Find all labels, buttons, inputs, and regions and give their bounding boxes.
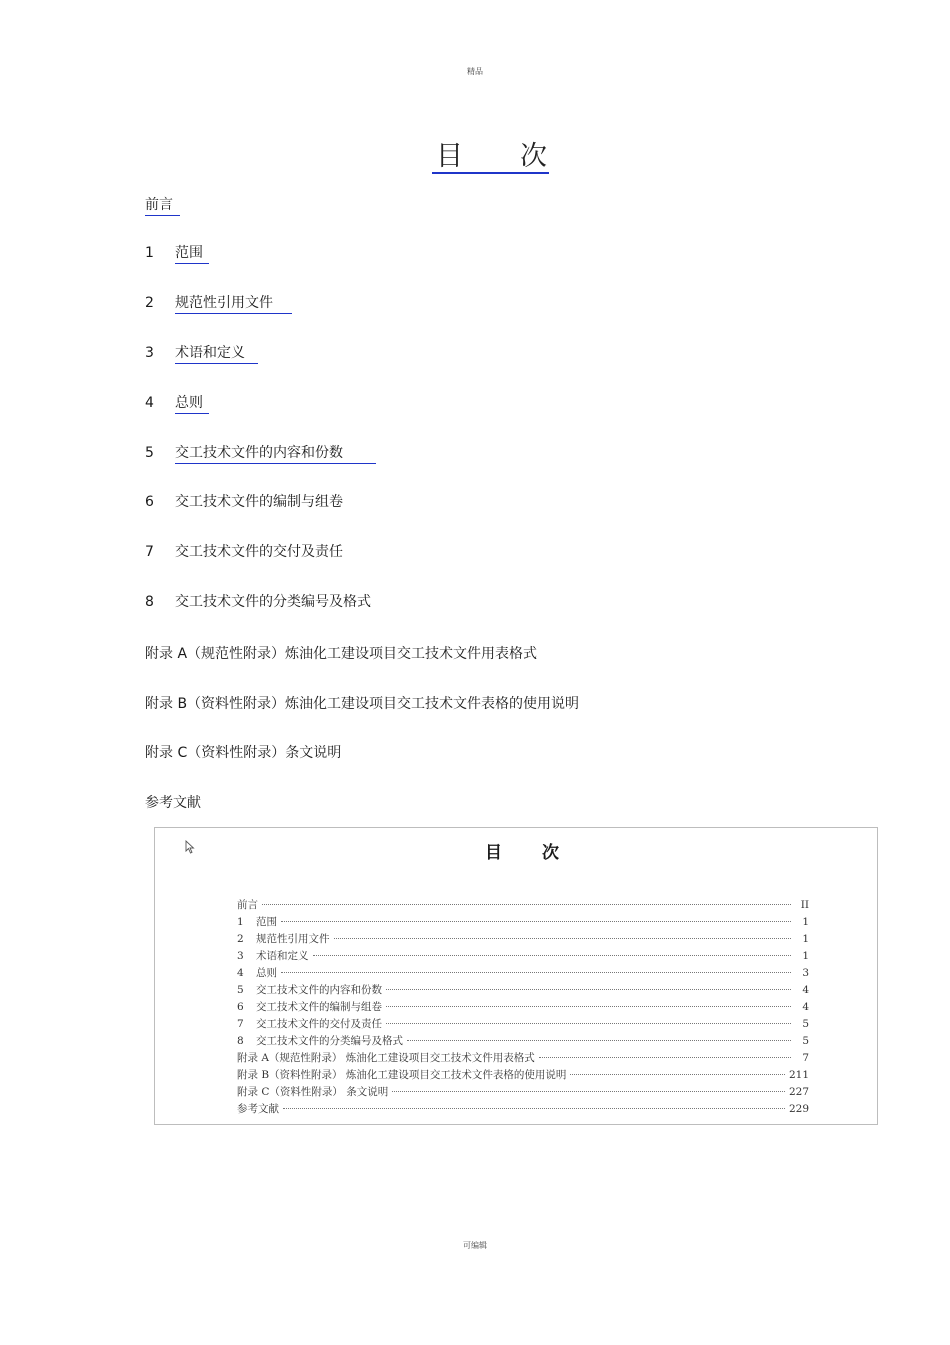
link-underline [175, 313, 292, 314]
toc-label: 参考文献 [145, 795, 201, 811]
dot-leader [334, 938, 792, 939]
scan-row-number: 6 [237, 1001, 244, 1013]
scan-row-number: 7 [237, 1018, 244, 1030]
scan-row-page: 7 [802, 1052, 809, 1064]
toc-label: 附录 A（规范性附录）炼油化工建设项目交工技术文件用表格式 [145, 646, 538, 662]
scan-row [237, 965, 809, 981]
dot-leader [392, 1091, 785, 1092]
scan-row [237, 914, 809, 930]
toc-number: 3 [145, 345, 154, 361]
scan-row-text: 交工技术文件的交付及责任 [256, 1018, 382, 1030]
scan-row-label [237, 1016, 382, 1032]
page-footer-mark: 可编辑 [463, 1241, 487, 1250]
link-underline [145, 215, 180, 216]
link-underline [175, 463, 376, 464]
toc-link-content-copies[interactable] [175, 444, 343, 462]
toc-label: 范围 [175, 245, 203, 261]
toc-link-scope[interactable] [175, 244, 203, 262]
toc-label: 规范性引用文件 [175, 295, 273, 311]
scan-row-label [237, 1050, 535, 1066]
scan-row [237, 1084, 809, 1100]
toc-entry-7 [145, 543, 343, 561]
scan-row-number: 2 [237, 933, 244, 945]
toc-entry-6 [145, 493, 343, 511]
scan-row-page: 5 [802, 1035, 809, 1047]
toc-link-terms[interactable] [175, 344, 245, 362]
dot-leader [283, 1108, 785, 1109]
scan-row-page: 1 [802, 933, 809, 945]
toc-number: 6 [145, 494, 154, 510]
scan-row-page: 3 [802, 967, 809, 979]
scan-row-page: 1 [802, 916, 809, 928]
toc-number: 7 [145, 544, 154, 560]
scan-row-label [237, 1033, 403, 1049]
dot-leader [407, 1040, 791, 1041]
scan-row-page: II [800, 899, 809, 911]
scan-row-text: 附录 A（规范性附录） 炼油化工建设项目交工技术文件用表格式 [237, 1052, 535, 1064]
toc-link-preface[interactable] [145, 196, 173, 214]
scan-row-number: 8 [237, 1035, 244, 1047]
scan-row [237, 948, 809, 964]
toc-label: 交工技术文件的编制与组卷 [175, 494, 343, 510]
page-title-part2: 次 [520, 141, 549, 172]
scan-row-label [237, 914, 277, 930]
scan-row-text: 总则 [256, 967, 277, 979]
scan-row-text: 前言 [237, 899, 258, 911]
toc-number: 4 [145, 395, 154, 411]
scan-title [485, 838, 559, 863]
scan-row-number: 4 [237, 967, 244, 979]
scan-row-page: 211 [788, 1069, 809, 1081]
toc-label: 总则 [175, 395, 203, 411]
dot-leader [386, 1023, 791, 1024]
toc-label: 交工技术文件的分类编号及格式 [175, 594, 371, 610]
scan-row-text: 规范性引用文件 [256, 933, 330, 945]
scan-row [237, 1050, 809, 1066]
scan-row-text: 参考文献 [237, 1103, 279, 1115]
title-underline [432, 172, 549, 174]
scan-row-page: 5 [802, 1018, 809, 1030]
toc-entry-4 [145, 394, 203, 412]
scan-row [237, 1016, 809, 1032]
toc-label: 前言 [145, 197, 173, 213]
scan-row-text: 交工技术文件的编制与组卷 [256, 1001, 382, 1013]
scan-row-label [237, 999, 382, 1015]
scan-row [237, 1067, 809, 1083]
scan-row-text: 交工技术文件的分类编号及格式 [256, 1035, 403, 1047]
scan-row-number: 5 [237, 984, 244, 996]
toc-entry-3 [145, 344, 245, 362]
scan-row-page: 4 [802, 1001, 809, 1013]
dot-leader [539, 1057, 791, 1058]
scan-row-text: 术语和定义 [256, 950, 309, 962]
scan-row-label [237, 931, 330, 947]
toc-number: 5 [145, 445, 154, 461]
dot-leader [570, 1074, 785, 1075]
cursor-arrow-icon [185, 840, 195, 854]
toc-label: 术语和定义 [175, 345, 245, 361]
dot-leader [281, 921, 791, 922]
scan-row-label [237, 897, 258, 913]
scan-title-part1: 目 [485, 843, 502, 863]
scan-row-text: 附录 B（资料性附录） 炼油化工建设项目交工技术文件表格的使用说明 [237, 1069, 567, 1081]
dot-leader [313, 955, 792, 956]
dot-leader [281, 972, 791, 973]
scan-row-number: 1 [237, 916, 244, 928]
scan-row-text: 范围 [256, 916, 277, 928]
toc-link-normative-references[interactable] [175, 294, 273, 312]
scan-row [237, 1101, 809, 1117]
scan-row-label [237, 965, 277, 981]
toc-link-general[interactable] [175, 394, 203, 412]
scan-row [237, 897, 809, 913]
dot-leader [386, 989, 791, 990]
scan-row-label [237, 948, 309, 964]
toc-entry-appendix-a [145, 645, 537, 663]
scan-row-text: 交工技术文件的内容和份数 [256, 984, 382, 996]
scan-row-page: 227 [788, 1086, 809, 1098]
scan-row [237, 1033, 809, 1049]
scan-row-label [237, 1101, 279, 1117]
scan-row-page: 1 [802, 950, 809, 962]
toc-entry-1 [145, 244, 203, 262]
embedded-toc-image [154, 827, 878, 1125]
toc-entry-appendix-b [145, 695, 579, 713]
toc-entry-8 [145, 593, 371, 611]
scan-row-text: 附录 C（资料性附录） 条文说明 [237, 1086, 389, 1098]
toc-label: 交工技术文件的内容和份数 [175, 445, 343, 461]
scan-row-page: 229 [788, 1103, 809, 1115]
scan-title-part2: 次 [542, 843, 559, 863]
link-underline [175, 363, 258, 364]
page-title-part1: 目 [436, 141, 465, 172]
scan-row [237, 931, 809, 947]
scan-row [237, 999, 809, 1015]
scan-row-number: 3 [237, 950, 244, 962]
toc-number: 1 [145, 245, 154, 261]
toc-label: 附录 C（资料性附录）条文说明 [145, 745, 342, 761]
toc-entry-preface [145, 196, 173, 214]
toc-number: 8 [145, 594, 154, 610]
scan-row-label [237, 1084, 388, 1100]
scan-row-label [237, 982, 382, 998]
dot-leader [386, 1006, 791, 1007]
toc-entry-appendix-c [145, 744, 341, 762]
toc-entry-2 [145, 294, 273, 312]
toc-entry-references [145, 794, 201, 812]
link-underline [175, 413, 209, 414]
toc-label: 交工技术文件的交付及责任 [175, 544, 343, 560]
toc-number: 2 [145, 295, 154, 311]
page-header-mark: 精品 [467, 67, 483, 76]
scan-row [237, 982, 809, 998]
link-underline [175, 263, 209, 264]
dot-leader [262, 904, 791, 905]
scan-row-label [237, 1067, 566, 1083]
toc-entry-5 [145, 444, 343, 462]
toc-label: 附录 B（资料性附录）炼油化工建设项目交工技术文件表格的使用说明 [145, 696, 580, 712]
scan-row-page: 4 [802, 984, 809, 996]
